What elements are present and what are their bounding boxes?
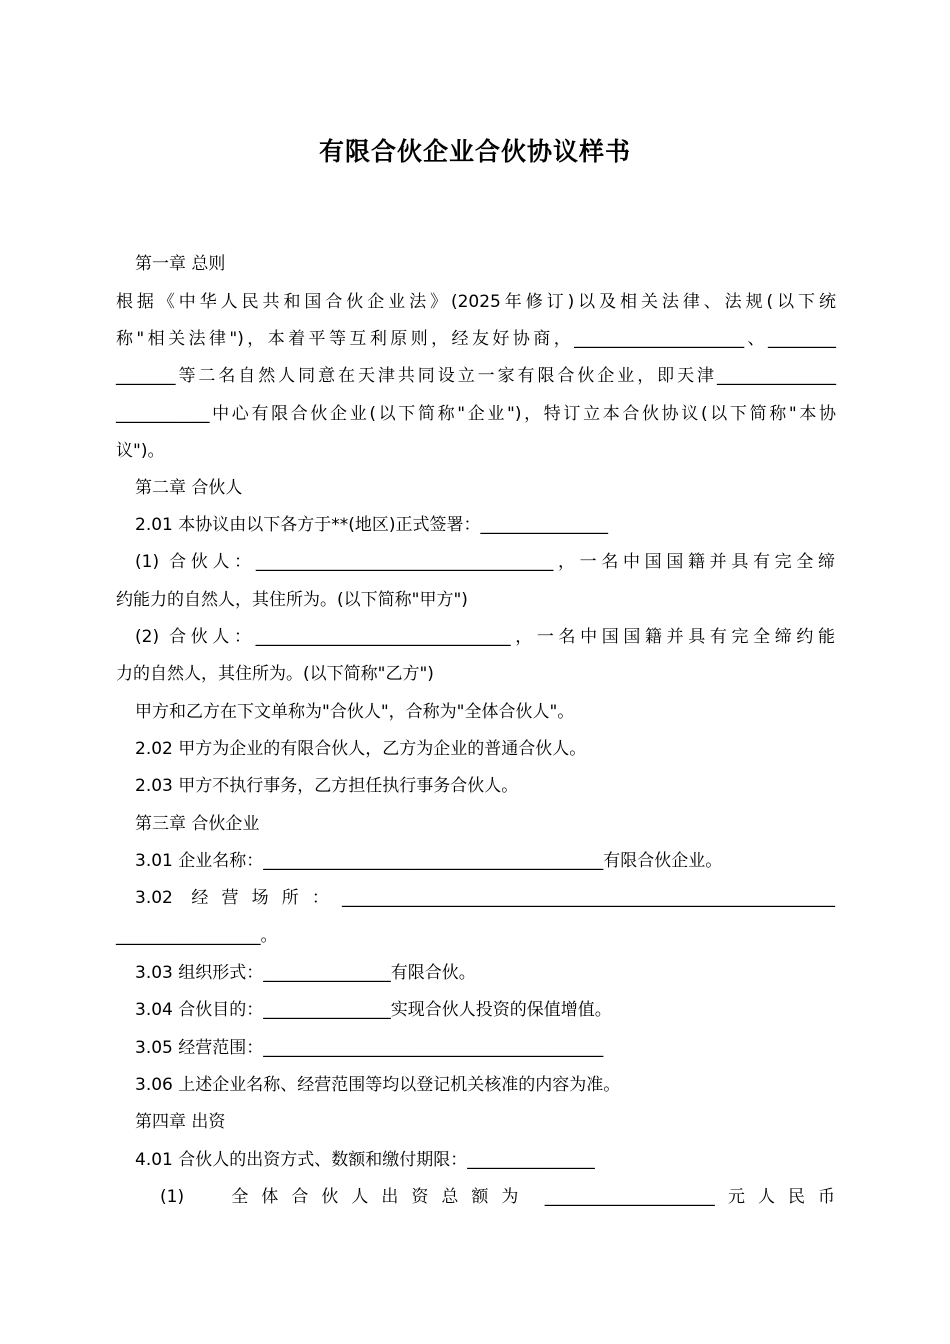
- clause-3-04: 3.04 合伙目的：_______________实现合伙人投资的保值增值。: [135, 1000, 612, 1020]
- clause-3-02: 3.02 经营场所：__________________________________________________________: [135, 888, 835, 908]
- chapter-1-heading: 第一章 总则: [135, 254, 226, 274]
- paragraph-line: ___________中心有限合伙企业(以下简称"企业")，特订立本合伙协议(以下简称"本协: [116, 404, 836, 424]
- paragraph-line: _______等二名自然人同意在天津共同设立一家有限合伙企业，即天津______________: [116, 366, 836, 386]
- contribution-currency: 元人民币: [727, 1187, 848, 1207]
- chapter-2-heading: 第二章 合伙人: [135, 478, 243, 498]
- clause-2-02: 2.02 甲方为企业的有限合伙人，乙方为企业的普通合伙人。: [135, 739, 587, 759]
- clause-3-02-cont: _________________。: [116, 926, 278, 946]
- clause-4-01: 4.01 合伙人的出资方式、数额和缴付期限：_______________: [135, 1150, 595, 1170]
- chapter-3-heading: 第三章 合伙企业: [135, 814, 260, 834]
- contribution-item-number: (1): [160, 1187, 185, 1207]
- clause-3-01: 3.01 企业名称：________________________________________有限合伙企业。: [135, 851, 723, 871]
- document-title: 有限合伙企业合伙协议样书: [318, 137, 631, 166]
- paragraph-line: 根据《中华人民共和国合伙企业法》(2025年修订)以及相关法律、法规(以下统: [116, 292, 836, 312]
- clause-3-06: 3.06 上述企业名称、经营范围等均以登记机关核准的内容为准。: [135, 1075, 621, 1095]
- clause-3-05: 3.05 经营范围：________________________________________: [135, 1038, 604, 1058]
- partner-1-line: (1) 合伙人：___________________________________，一名中国国籍并具有完全缔: [135, 552, 835, 572]
- paragraph-line: 议")。: [116, 441, 165, 461]
- contribution-total-label: 全体合伙人出资总额为: [231, 1187, 532, 1207]
- partner-2-line: (2) 合伙人：______________________________，一名中国国籍并具有完全缔约能: [135, 627, 835, 647]
- partners-definition: 甲方和乙方在下文单称为"合伙人"，合称为"全体合伙人"。: [135, 702, 575, 722]
- contribution-total-line: [160, 1184, 848, 1210]
- partner-1-line-cont: 约能力的自然人，其住所为。(以下简称"甲方"): [116, 590, 468, 610]
- paragraph-line: 称"相关法律")，本着平等互利原则，经友好协商，____________________、________: [116, 329, 836, 349]
- chapter-4-heading: 第四章 出资: [135, 1112, 226, 1132]
- clause-3-03: 3.03 组织形式：_______________有限合伙。: [135, 963, 476, 983]
- clause-2-01: 2.01 本协议由以下各方于**(地区)正式签署：_______________: [135, 515, 609, 535]
- partner-2-line-cont: 力的自然人，其住所为。(以下简称"乙方"): [116, 664, 434, 684]
- contribution-total-blank: ____________________: [544, 1187, 715, 1207]
- clause-2-03: 2.03 甲方不执行事务，乙方担任执行事务合伙人。: [135, 776, 519, 796]
